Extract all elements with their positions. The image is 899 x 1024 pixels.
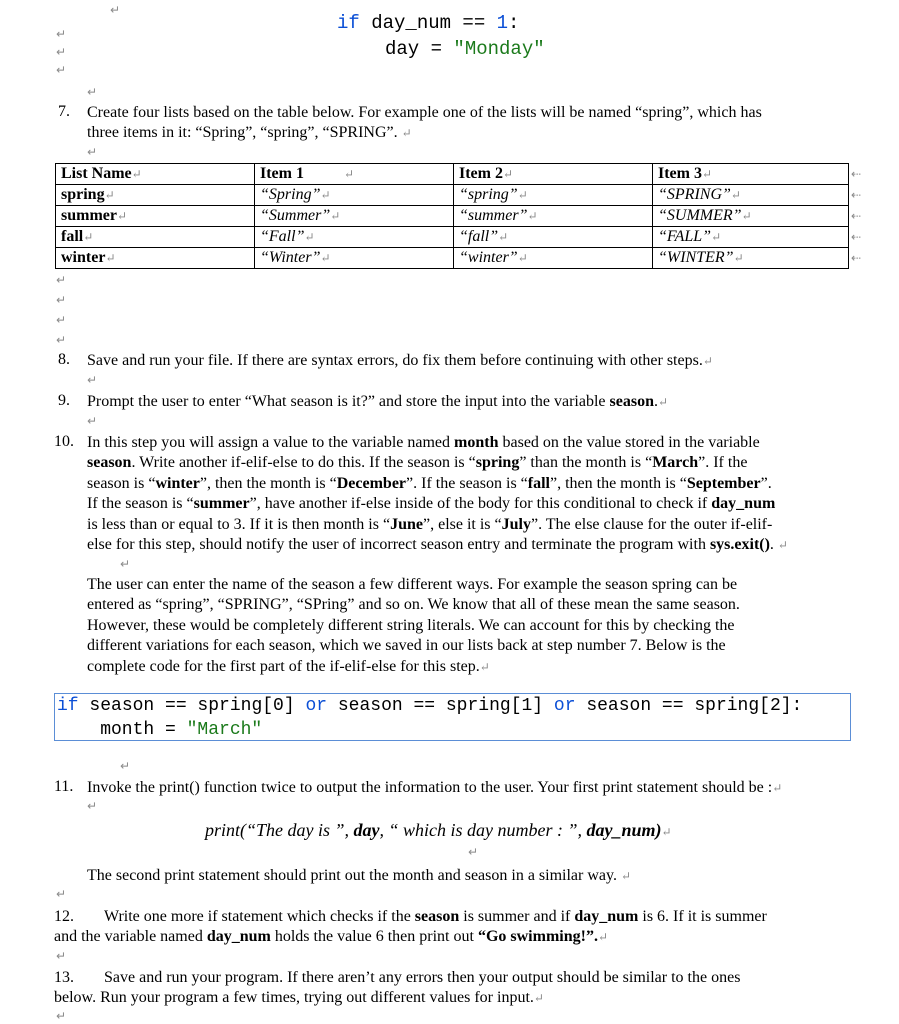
header-item-2: Item 2↵: [454, 164, 653, 185]
step-number: 9.: [58, 392, 70, 409]
text-line: below. Run your program a few times, trying out different values for input.↵: [54, 989, 544, 1007]
paragraph-mark-icon: ↵: [87, 85, 98, 99]
cell-item: “Summer”↵: [255, 206, 454, 227]
text-line: season. Write another if-elif-else to do this. If the season is “spring” than the month is “March”. If the: [87, 454, 748, 472]
cell-item: “FALL”↵: [653, 227, 849, 248]
paragraph-mark-icon: ↵: [120, 557, 131, 571]
paragraph-mark-icon: ↵: [110, 3, 121, 17]
table-header-row: [56, 164, 849, 185]
text-line: season is “winter”, then the month is “December”. If the season is “fall”, then the month is “September”.: [87, 474, 772, 492]
end-of-row-mark-icon: ⇠: [851, 230, 862, 244]
paragraph-mark-icon: ↵: [56, 313, 67, 327]
cell-list-name: spring↵: [56, 185, 255, 206]
paragraph-mark-icon: ↵: [56, 27, 67, 41]
text-bold: season: [609, 393, 654, 410]
print-statement: print(“The day is ”, day, “ which is day number : ”, day_num)↵: [205, 820, 672, 840]
paragraph-mark-icon: ↵: [87, 145, 98, 159]
step-number: 8.: [58, 351, 70, 368]
top-code-line-1: [337, 10, 519, 36]
code-string: "Monday": [453, 38, 545, 60]
text-line: entered as “spring”, “SPRING”, “SPring” and so on. We know that all of these mean the same season.: [87, 596, 740, 614]
cell-item: “SPRING”↵: [653, 185, 849, 206]
paragraph-mark-icon: ↵: [87, 414, 98, 428]
text-line: In this step you will assign a value to the variable named month based on the value stored in the variable: [87, 434, 760, 451]
step-12-text: [54, 907, 767, 948]
paragraph-mark-icon: ↵: [56, 45, 67, 59]
text-line: [87, 392, 668, 412]
end-of-row-mark-icon: ⇠: [851, 251, 862, 265]
paragraph-mark-icon: ↵: [56, 1009, 67, 1023]
paragraph-mark-icon: ↵: [56, 293, 67, 307]
paragraph-mark-icon: ↵: [401, 126, 412, 141]
cell-item: “SUMMER”↵: [653, 206, 849, 227]
step-10-paragraph-1: [87, 433, 788, 555]
paragraph-mark-icon: ↵: [56, 63, 67, 77]
cell-item: “spring”↵: [454, 185, 653, 206]
step-8-text: [87, 351, 713, 371]
paragraph-mark-icon: ↵: [56, 887, 67, 901]
cell-item: “winter”↵: [454, 248, 653, 269]
text-run: three items in it: “Spring”, “spring”, “SPRING”.: [87, 124, 398, 142]
paragraph-mark-icon: ↵: [597, 930, 608, 945]
text-line: [87, 123, 762, 143]
step-9-text: [87, 392, 668, 412]
step-7-text: [87, 103, 762, 144]
step-number: 7.: [58, 103, 70, 120]
cell-list-name: fall↵: [56, 227, 255, 248]
top-code-line-2: [385, 36, 545, 62]
table-row: [56, 206, 849, 227]
text-line: else for this step, should notify the user of incorrect season entry and terminate the program with sys.exit(). ↵: [87, 536, 788, 554]
text-line: If the season is “summer”, have another if-else inside of the body for this conditional to check if day_num: [87, 495, 776, 513]
text-line: The second print statement should print out the month and season in a similar way. ↵: [87, 867, 632, 884]
code-line-1: if season == spring[0] or season == spring[1] or season == spring[2]:: [57, 696, 803, 716]
end-of-row-mark-icon: ⇠: [851, 188, 862, 202]
text-line: Invoke the print() function twice to output the information to the user. Your first print statement should be :↵: [87, 779, 783, 796]
cell-item: “Fall”↵: [255, 227, 454, 248]
step-number: 10.: [54, 433, 74, 450]
end-of-row-mark-icon: ⇠: [851, 209, 862, 223]
header-item-1: Item 1 ↵: [255, 164, 454, 185]
text-line: [87, 351, 713, 371]
paragraph-mark-icon: ↵: [87, 799, 98, 813]
header-item-3: Item 3↵: [653, 164, 849, 185]
text-line: 13. Save and run your program. If there aren’t any errors then your output should be similar to the ones: [54, 969, 741, 986]
text-line: complete code for the first part of the if-elif-else for this step.↵: [87, 657, 490, 675]
step-13-text: [54, 968, 740, 1009]
text-line: The user can enter the name of the season a few different ways. For example the season spring can be: [87, 576, 738, 593]
code-text: day =: [385, 38, 454, 60]
table-row: [56, 227, 849, 248]
code-line-2: month = "March": [57, 720, 263, 740]
paragraph-mark-icon: ↵: [657, 395, 669, 409]
text-line: is less than or equal to 3. If it is then month is “June”, else it is “July”. The else clause for the outer if-elif-: [87, 515, 773, 533]
end-of-row-mark-icon: ⇠: [851, 167, 862, 181]
paragraph-mark-icon: ↵: [661, 825, 672, 839]
paragraph-mark-icon: ↵: [56, 333, 67, 347]
code-text: :: [508, 12, 520, 34]
text-line: 12. Write one more if statement which checks if the season is summer and if day_num is 6. If it is summer: [54, 908, 767, 925]
text-run: .: [653, 393, 658, 410]
step-10-paragraph-2: [87, 575, 740, 677]
paragraph-mark-icon: ↵: [87, 373, 98, 387]
table-row: [56, 248, 849, 269]
keyword-if: if: [337, 12, 360, 34]
text-line: Create four lists based on the table below. For example one of the lists will be named “spring”, which has: [87, 104, 762, 121]
paragraph-mark-icon: ↵: [777, 538, 788, 553]
text-run: Prompt the user to enter “What season is it?” and store the input into the variable: [87, 393, 610, 410]
cell-list-name: winter↵: [56, 248, 255, 269]
text-line: and the variable named day_num holds the value 6 then print out “Go swimming!”.↵: [54, 928, 608, 946]
paragraph-mark-icon: ↵: [772, 781, 783, 795]
cell-item: “WINTER”↵: [653, 248, 849, 269]
paragraph-mark-icon: ↵: [533, 991, 544, 1006]
cell-item: “fall”↵: [454, 227, 653, 248]
code-box: [54, 693, 851, 741]
paragraph-mark-icon: ↵: [468, 845, 479, 859]
cell-item: “Spring”↵: [255, 185, 454, 206]
step-11-second-print: [87, 866, 631, 886]
header-list-name: List Name↵: [56, 164, 255, 185]
cell-item: “Winter”↵: [255, 248, 454, 269]
paragraph-mark-icon: ↵: [479, 659, 490, 674]
paragraph-mark-icon: ↵: [56, 273, 67, 287]
text-line: different variations for each season, which we saved in our lists back at step number 7. Below is the: [87, 637, 726, 655]
code-text: day_num ==: [359, 12, 497, 34]
paragraph-mark-icon: ↵: [702, 354, 713, 368]
paragraph-mark-icon: ↵: [620, 869, 632, 883]
text-run: Save and run your file. If there are syntax errors, do fix them before continuing with other steps.: [87, 352, 703, 369]
paragraph-mark-icon: ↵: [120, 759, 131, 773]
table-row: [56, 185, 849, 206]
step-11-text: [87, 778, 782, 798]
step-number: 11.: [54, 778, 74, 795]
paragraph-mark-icon: ↵: [56, 949, 67, 963]
text-line: However, these would be completely different string literals. We can account for this by checking the: [87, 616, 735, 634]
code-number: 1: [496, 12, 509, 34]
season-lists-table: [55, 163, 849, 269]
cell-list-name: summer↵: [56, 206, 255, 227]
cell-item: “summer”↵: [454, 206, 653, 227]
